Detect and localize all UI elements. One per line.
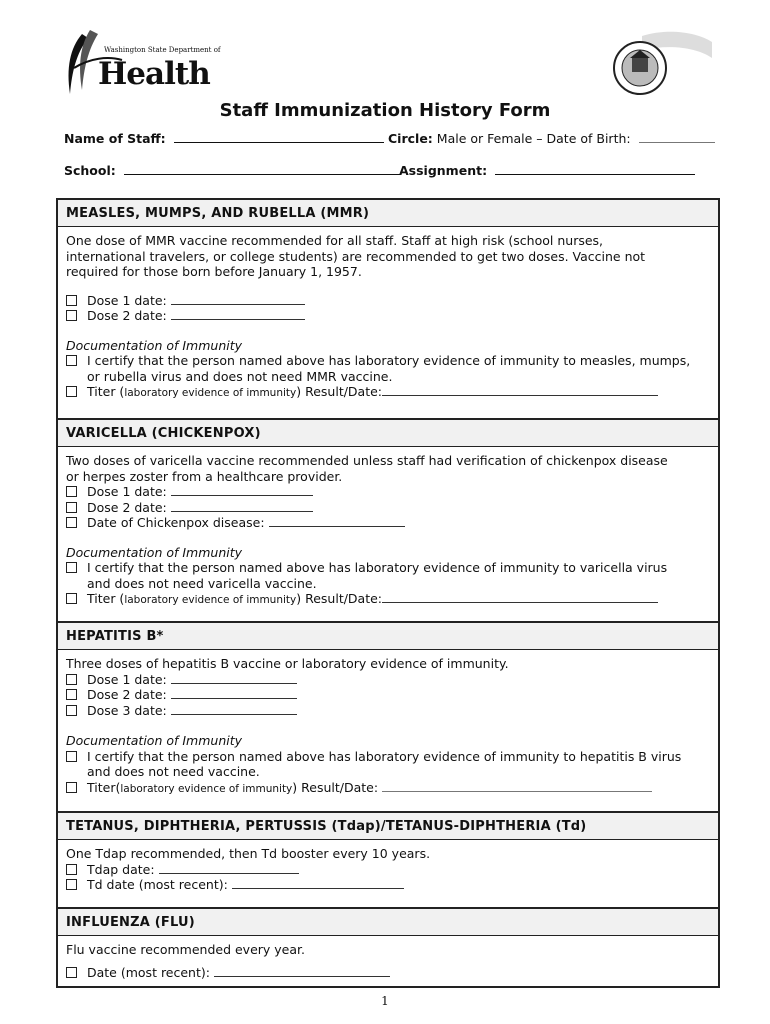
mmr-dose-1-label: Dose 1 date:: [87, 292, 167, 308]
varicella-dose-1-field[interactable]: [171, 485, 313, 496]
section-hepatitis-b: [56, 621, 720, 813]
tdap-intro-1: One Tdap recommended, then Td booster every 10 years.: [66, 846, 431, 861]
varicella-certify-text-1: I certify that the person named above has laboratory evidence of immunity to varicella virus: [87, 560, 668, 575]
mmr-dose-1-field[interactable]: [171, 294, 305, 305]
section-mmr: [56, 198, 720, 420]
flu-date-checkbox[interactable]: [66, 967, 77, 978]
mmr-intro-1: One dose of MMR vaccine recommended for all staff. Staff at high risk (school nurses,: [66, 233, 604, 248]
hepb-titer-result-label: ) Result/Date:: [292, 779, 379, 795]
tdap-date-label: Tdap date:: [87, 861, 155, 877]
varicella-dose-2-checkbox[interactable]: [66, 502, 77, 513]
mmr-dose-2-label: Dose 2 date:: [87, 308, 167, 323]
staff-name-label: Name of Staff:: [64, 131, 166, 146]
hepb-certify-checkbox[interactable]: [66, 751, 77, 762]
dob-field[interactable]: [639, 131, 715, 143]
varicella-dose-1-label: Dose 1 date:: [87, 484, 167, 499]
varicella-certify-row: [66, 560, 710, 576]
hepb-certify-text-1: I certify that the person named above has laboratory evidence of immunity to hepatitis B virus: [87, 748, 682, 764]
page-number: 1: [381, 994, 389, 1008]
varicella-disease-label: Date of Chickenpox disease:: [87, 515, 265, 530]
mmr-titer-result-label: ) Result/Date:: [296, 384, 383, 399]
mmr-intro-2: international travelers, or college students) are recommended to get two doses. Vaccine not: [66, 248, 646, 264]
mmr-doc-title: Documentation of Immunity: [66, 337, 243, 353]
mmr-titer-note: laboratory evidence of immunity: [124, 387, 297, 399]
hepb-doc-title: Documentation of Immunity: [66, 733, 243, 748]
varicella-certify-checkbox[interactable]: [66, 562, 77, 573]
mmr-titer-label: Titer (: [87, 384, 125, 399]
mmr-titer-row: [66, 384, 710, 402]
hepb-dose-3-checkbox[interactable]: [66, 705, 77, 716]
hepb-dose-3-row: [66, 703, 710, 719]
mmr-certify-checkbox[interactable]: [66, 355, 77, 366]
varicella-titer-label: Titer (: [87, 591, 125, 606]
circle-label: Circle:: [388, 131, 433, 146]
mmr-titer-checkbox[interactable]: [66, 386, 77, 397]
sex-dob-row: [388, 131, 715, 146]
hepb-certify-row: [66, 749, 710, 765]
school-label: School:: [64, 163, 116, 178]
hepb-intro-1: Three doses of hepatitis B vaccine or laboratory evidence of immunity.: [66, 656, 509, 671]
varicella-dose-2-label: Dose 2 date:: [87, 499, 167, 515]
tdap-date-field[interactable]: [159, 863, 299, 874]
section-title: INFLUENZA (FLU): [58, 909, 718, 936]
varicella-intro-1: Two doses of varicella vaccine recommended unless staff had verification of chickenpox disease: [66, 453, 668, 468]
section-title: HEPATITIS B*: [58, 623, 718, 650]
logo-word: Health: [98, 56, 210, 92]
hepb-dose-2-row: [66, 687, 710, 703]
varicella-certify-text-2: and does not need varicella vaccine.: [87, 575, 317, 591]
varicella-titer-row: [66, 591, 710, 609]
mmr-dose-1-checkbox[interactable]: [66, 295, 77, 306]
td-date-label: Td date (most recent):: [87, 877, 228, 892]
hepb-dose-1-row: [66, 672, 710, 688]
mmr-intro-3: required for those born before January 1, 1957.: [66, 264, 362, 279]
mmr-certify-text-2: or rubella virus and does not need MMR vaccine.: [87, 368, 393, 384]
staff-name-field[interactable]: [174, 131, 384, 143]
flu-intro-1: Flu vaccine recommended every year.: [66, 942, 305, 957]
varicella-titer-note: laboratory evidence of immunity: [124, 594, 297, 606]
varicella-doc-title: Documentation of Immunity: [66, 544, 243, 560]
page-title: Staff Immunization History Form: [219, 100, 551, 121]
section-title: TETANUS, DIPHTHERIA, PERTUSSIS (Tdap)/TETANUS-DIPHTHERIA (Td): [58, 813, 718, 840]
hepb-dose-1-checkbox[interactable]: [66, 674, 77, 685]
varicella-disease-field[interactable]: [269, 516, 405, 527]
varicella-dose-1-checkbox[interactable]: [66, 486, 77, 497]
frame-bottom-border: [56, 986, 720, 988]
hepb-titer-field[interactable]: [382, 781, 652, 792]
varicella-dose-2-row: [66, 500, 710, 516]
mmr-titer-field[interactable]: [382, 385, 658, 396]
varicella-disease-row: [66, 515, 710, 531]
tdap-date-checkbox[interactable]: [66, 864, 77, 875]
school-field[interactable]: [124, 163, 400, 175]
mmr-dose-2-row: [66, 308, 710, 324]
varicella-titer-checkbox[interactable]: [66, 593, 77, 604]
tdap-date-row: [66, 862, 710, 878]
varicella-intro-2: or herpes zoster from a healthcare provider.: [66, 468, 343, 484]
hepb-titer-note: laboratory evidence of immunity: [120, 782, 293, 795]
assignment-row: [399, 163, 695, 178]
section-title: MEASLES, MUMPS, AND RUBELLA (MMR): [58, 200, 718, 227]
td-date-checkbox[interactable]: [66, 879, 77, 890]
hepb-dose-2-label: Dose 2 date:: [87, 687, 167, 702]
section-title: VARICELLA (CHICKENPOX): [58, 420, 718, 447]
section-influenza: [56, 907, 720, 988]
assignment-label: Assignment:: [399, 163, 488, 178]
staff-name-row: [64, 131, 384, 146]
hepb-dose-1-label: Dose 1 date:: [87, 671, 167, 687]
mmr-dose-1-row: [66, 293, 710, 309]
mmr-dose-2-field[interactable]: [171, 309, 305, 320]
ospi-seal-icon: [612, 28, 712, 96]
assignment-field[interactable]: [495, 163, 695, 175]
hepb-titer-row: [66, 780, 710, 798]
section-tdap: [56, 811, 720, 909]
mmr-certify-row: [66, 353, 710, 369]
varicella-disease-checkbox[interactable]: [66, 517, 77, 528]
hepb-titer-checkbox[interactable]: [66, 782, 77, 793]
flu-date-field[interactable]: [214, 966, 390, 977]
hepb-dose-1-field[interactable]: [171, 673, 297, 684]
sex-dob-text: Male or Female – Date of Birth:: [436, 131, 631, 146]
flu-date-row: [66, 965, 710, 981]
hepb-certify-text-2: and does not need vaccine.: [87, 764, 260, 779]
mmr-dose-2-checkbox[interactable]: [66, 310, 77, 321]
hepb-titer-label: Titer(: [87, 779, 121, 795]
hepb-dose-2-checkbox[interactable]: [66, 689, 77, 700]
mmr-certify-text-1: I certify that the person named above has laboratory evidence of immunity to measles, mumps,: [87, 353, 691, 368]
hepb-dose-2-field[interactable]: [171, 688, 297, 699]
varicella-dose-2-field[interactable]: [171, 501, 313, 512]
flu-date-label: Date (most recent):: [87, 964, 210, 980]
td-date-row: [66, 877, 710, 893]
varicella-titer-result-label: ) Result/Date:: [296, 591, 383, 606]
hepb-dose-3-field[interactable]: [171, 704, 297, 715]
varicella-titer-field[interactable]: [382, 592, 658, 603]
hepb-dose-3-label: Dose 3 date:: [87, 702, 167, 718]
logo-agency-line: Washington State Department of: [104, 46, 221, 54]
school-row: [64, 163, 400, 178]
td-date-field[interactable]: [232, 878, 404, 889]
section-varicella: [56, 418, 720, 623]
varicella-dose-1-row: [66, 484, 710, 500]
